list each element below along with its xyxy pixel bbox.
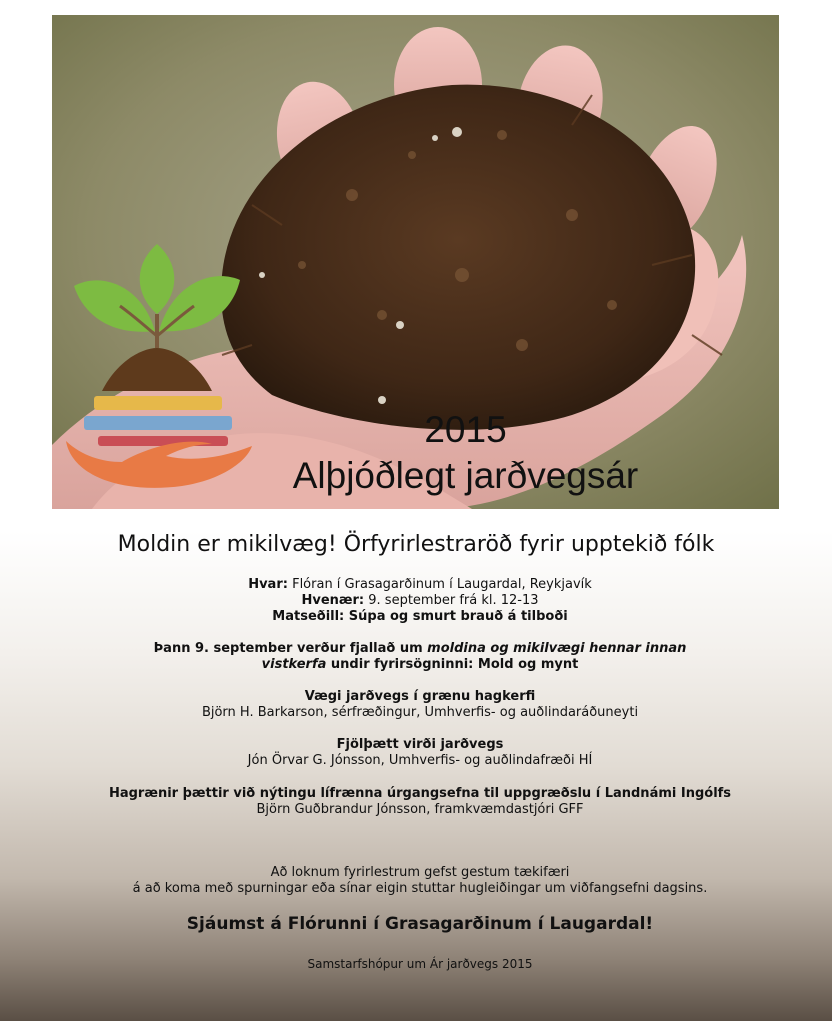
when-line <box>0 593 832 609</box>
talk-title: Hagrænir þættir við nýtingu lífrænna úrgangsefna til uppgræðslu í Landnámi Ingólfs <box>108 786 732 801</box>
closing-paragraph <box>0 865 832 897</box>
talk-1 <box>0 689 832 721</box>
talk-speaker: Björn Guðbrandur Jónsson, framkvæmdastjóri GFF <box>256 802 584 817</box>
call-to-action: Sjáumst á Flórunni í Grasagarðinum í Laugardal! <box>186 914 654 934</box>
talk-2 <box>0 737 832 769</box>
closing-line-2: á að koma með spurningar eða sínar eigin stuttar hugleiðingar um viðfangsefni dagsins. <box>132 881 708 896</box>
when-value: 9. september frá kl. 12-13 <box>364 593 539 608</box>
closing-line-1: Að loknum fyrirlestrum gefst gestum tækifæri <box>270 865 570 880</box>
where-value: Flóran í Grasagarðinum í Laugardal, Reykjavík <box>287 577 592 592</box>
talk-3 <box>0 786 832 818</box>
where-line <box>0 577 832 593</box>
intro-part2: undir fyrirsögninni: Mold og mynt <box>326 657 579 672</box>
hero-title: Alþjóðlegt jarðvegsár <box>292 455 639 496</box>
hero-year: 2015 <box>424 409 507 450</box>
talk-speaker: Jón Örvar G. Jónsson, Umhverfis- og auðlindafræði HÍ <box>247 753 593 768</box>
footer-organizer: Samstarfshópur um Ár jarðvegs 2015 <box>307 957 533 971</box>
intro-emphasis-2: vistkerfa <box>261 657 327 672</box>
event-details <box>0 577 832 625</box>
talk-title: Vægi jarðvegs í grænu hagkerfi <box>304 689 536 704</box>
intro-part1: Þann 9. september verður fjallað um <box>153 641 428 656</box>
menu-text: Matseðill: Súpa og smurt brauð á tilboði <box>272 609 568 624</box>
intro-emphasis-1: moldina og mikilvægi hennar innan <box>427 641 687 656</box>
talk-title: Fjölþætt virði jarðvegs <box>336 737 504 752</box>
where-label: Hvar: <box>248 577 288 592</box>
talk-speaker: Björn H. Barkarson, sérfræðingur, Umhverfis- og auðlindaráðuneyti <box>201 705 639 720</box>
intro-line-1 <box>0 641 832 657</box>
when-label: Hvenær: <box>301 593 365 608</box>
menu-line <box>0 609 832 625</box>
intro-line-2 <box>0 657 832 673</box>
intro-paragraph <box>0 641 832 673</box>
tagline: Moldin er mikilvæg! Örfyrirlestraröð fyrir upptekið fólk <box>117 532 715 557</box>
